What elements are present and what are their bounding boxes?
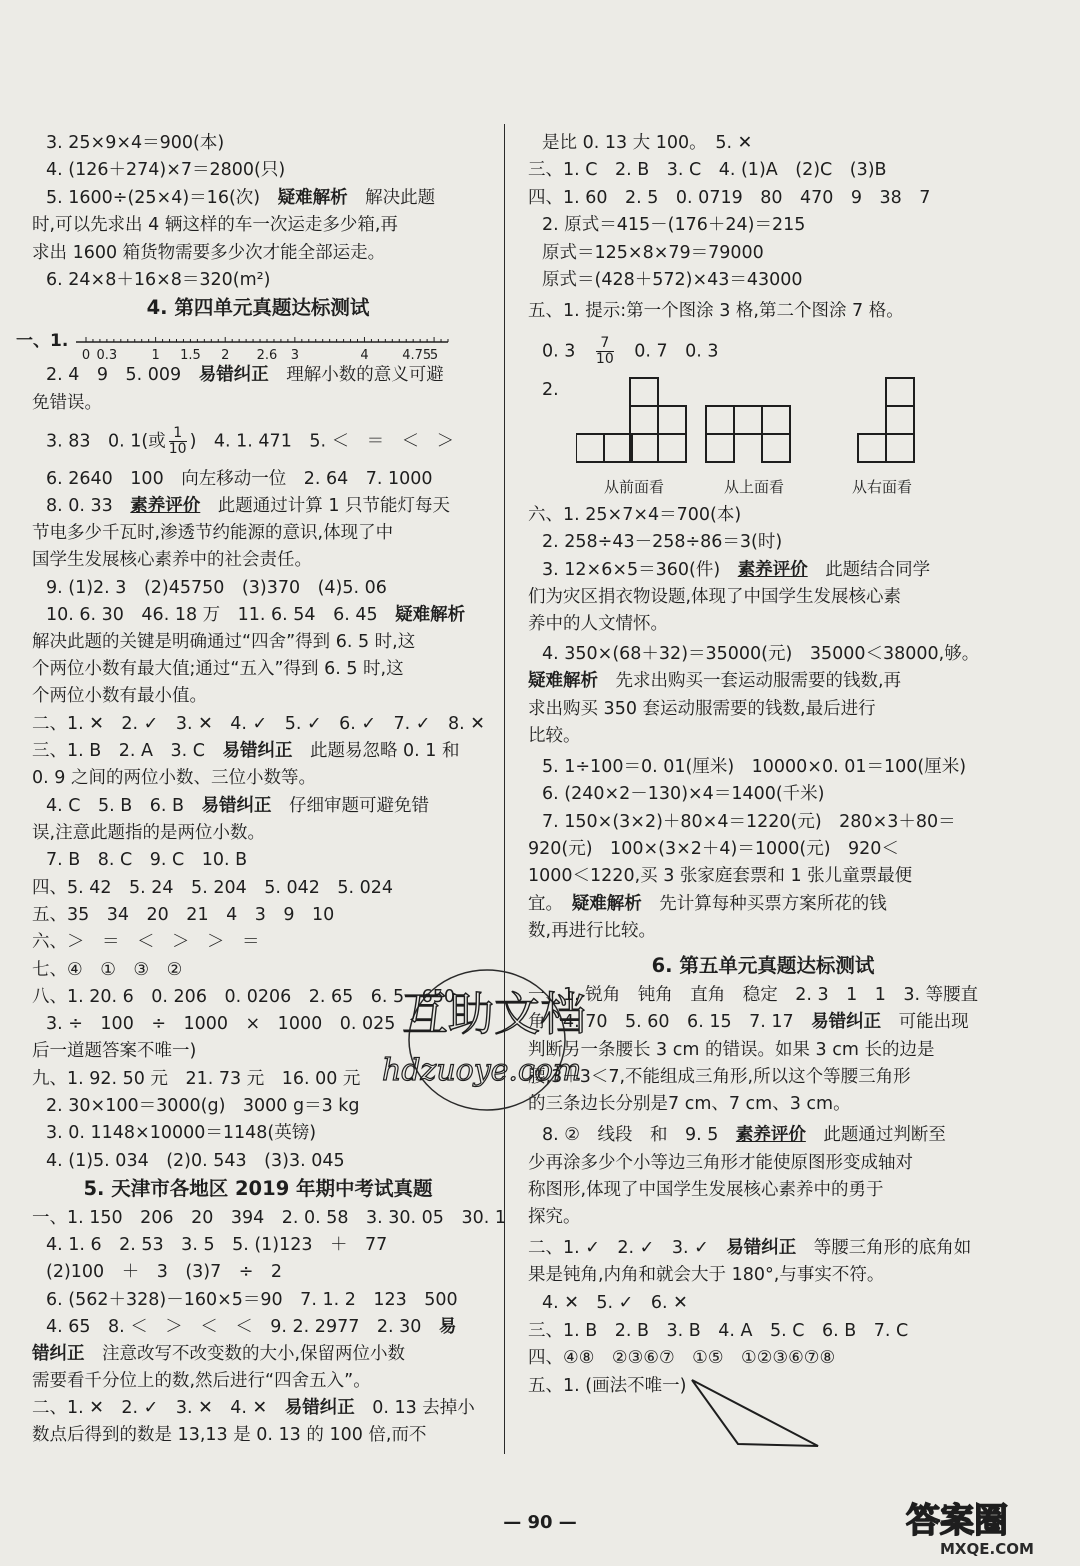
answer-line: 宜。 疑难解析 先计算每种买票方案所花的钱 [528, 894, 887, 914]
answer-line: 求出 1600 箱货物需要多少次才能全部运走。 [32, 243, 386, 263]
view-label: 从前面看 [604, 478, 665, 496]
number-line-label: 1.5 [180, 348, 201, 363]
answer-line: 的三条边长分别是7 cm、7 cm、3 cm。 [528, 1094, 851, 1114]
answer-line: 四、1. 60 2. 5 0. 0719 80 470 9 38 7 [528, 188, 931, 208]
corner-logo-text: 答案圈 [906, 1501, 1008, 1541]
answer-line: 称图形,体现了中国学生发展核心素养中的勇于 [528, 1180, 884, 1200]
difficult-tag: 疑难解析 [528, 671, 598, 691]
top-view-figure [706, 406, 790, 462]
error-tag: 易错纠正 [222, 741, 293, 761]
answer-line: 四、④⑧ ②③⑥⑦ ①⑤ ①②③⑥⑦⑧ [528, 1348, 836, 1368]
number-line-prefix: 一、1. [16, 331, 69, 351]
number-line [76, 337, 448, 363]
corner-logo-url: MXQE.COM [940, 1540, 1034, 1558]
answer-line: 求出购买 350 套运动服需要的钱数,最后进行 [528, 699, 876, 719]
answer-line: 4. ✕ 5. ✓ 6. ✕ [542, 1293, 688, 1313]
answer-line: 养中的人文情怀。 [528, 614, 668, 634]
answer-line: 二、1. ✕ 2. ✓ 3. ✕ 4. ✓ 5. ✓ 6. ✓ 7. ✓ 8. ✕ [32, 714, 485, 734]
fraction: $\frac{7}{10}$ [595, 335, 614, 367]
answer-line: 一、1. 锐角 钝角 直角 稳定 2. 3 1 1 3. 等腰直 [528, 985, 979, 1005]
fraction: $\frac{1}{10}$ [168, 425, 187, 457]
answer-line: 2. 258÷43－258÷86＝3(时) [542, 532, 783, 552]
answer-line: 6. (562＋328)－160×5＝90 7. 1. 2 123 500 [46, 1290, 458, 1310]
answer-line: 们为灾区捐衣物设题,体现了中国学生发展核心素 [528, 587, 902, 607]
watermark-url: hdzuoye.com [382, 1053, 582, 1088]
number-line-label: 5 [429, 348, 439, 363]
answer-line: 八、1. 20. 6 0. 206 0. 0206 2. 65 6. 5 650 [32, 987, 456, 1007]
answer-line: 五、1. (画法不唯一) [528, 1376, 687, 1396]
watermark-text: 互助文档 [402, 987, 586, 1041]
answer-line: 三、1. B 2. A 3. C 易错纠正 此题易忽略 0. 1 和 [32, 741, 460, 761]
answer-line: 6. (240×2－130)×4＝1400(千米) [542, 784, 825, 804]
number-line-label: 2 [221, 348, 230, 363]
number-line-label: 2.6 [256, 348, 278, 363]
literacy-tag: 素养评价 [130, 496, 201, 516]
column-divider [504, 124, 505, 1454]
answer-line: 数点后得到的数是 13,13 是 0. 13 的 100 倍,而不 [32, 1425, 427, 1445]
answer-line: 6. 2640 100 向左移动一位 2. 64 7. 1000 [46, 469, 433, 489]
right-view-figure [858, 378, 914, 462]
error-tag-start: 易 [438, 1317, 457, 1337]
section-title-tianjin: 5. 天津市各地区 2019 年期中考试真题 [83, 1177, 433, 1200]
answer-line: 原式＝125×8×79＝79000 [542, 243, 764, 263]
view-label: 从右面看 [852, 478, 913, 496]
answer-line: 二、1. ✓ 2. ✓ 3. ✓ 易错纠正 等腰三角形的底角如 [528, 1238, 972, 1258]
answer-line: 节电多少千瓦时,渗透节约能源的意识,体现了中 [32, 523, 394, 543]
answer-line: 需要看千分位上的数,然后进行“四舍五入”。 [32, 1371, 371, 1391]
error-tag: 易错纠正 [198, 365, 269, 385]
answer-line: 果是钝角,内角和就会大于 180°,与事实不符。 [528, 1265, 885, 1285]
answer-line: 是比 0. 13 大 100。 5. ✕ [542, 133, 753, 153]
answer-line: 四、5. 42 5. 24 5. 204 5. 042 5. 024 [32, 878, 394, 898]
page-number: — 90 — [503, 1512, 577, 1533]
difficult-tag: 疑难解析 [395, 605, 466, 625]
answer-line: 3. 83 0. 1(或 $\frac{1}{10}$ ) 4. 1. 471 5. ＜ ＝ ＜ ＞ [46, 425, 455, 457]
error-tag: 易错纠正 [284, 1398, 355, 1418]
answer-line: 4. (1)5. 034 (2)0. 543 (3)3. 045 [46, 1151, 345, 1171]
answer-line: 4. C 5. B 6. B 易错纠正 仔细审题可避免错 [46, 796, 430, 816]
answer-line: 比较。 [528, 726, 581, 746]
error-tag: 易错纠正 [811, 1012, 882, 1032]
answer-line: 错纠正 注意改写不改变数的大小,保留两位小数 [32, 1344, 406, 1364]
answer-line: 原式＝(428＋572)×43＝43000 [542, 270, 803, 290]
answer-line: 7. 150×(3×2)＋80×4＝1220(元) 280×3＋80＝ [542, 812, 956, 832]
answer-line: 4. 1. 6 2. 53 3. 5 5. (1)123 ＋ 77 [46, 1235, 388, 1255]
answer-line: 一、1. 150 206 20 394 2. 0. 58 3. 30. 05 30. 1 [32, 1208, 506, 1228]
answer-line: 3. 25×9×4＝900(本) [46, 133, 225, 153]
number-line-label: 3 [290, 348, 299, 363]
answer-line: 九、1. 92. 50 元 21. 73 元 16. 00 元 [32, 1069, 361, 1089]
answer-line: 国学生发展核心素养中的社会责任。 [32, 550, 312, 570]
answer-line: 时,可以先求出 4 辆这样的车一次运走多少箱,再 [32, 215, 398, 235]
answer-line: 三、1. C 2. B 3. C 4. (1)A (2)C (3)B [528, 160, 887, 180]
answer-line: 腰,3＋3＜7,不能组成三角形,所以这个等腰三角形 [528, 1067, 911, 1087]
answer-line: 10. 6. 30 46. 18 万 11. 6. 54 6. 45 疑难解析 [46, 605, 466, 625]
answer-line: 8. 0. 33 素养评价 此题通过计算 1 只节能灯每天 [46, 496, 451, 516]
answer-line: 2. 原式＝415－(176＋24)＝215 [542, 215, 806, 235]
answer-line: 六、＞ ＝ ＜ ＞ ＞ ＝ [32, 932, 260, 952]
answer-line: 2. [542, 380, 559, 400]
triangle-figure [690, 1372, 820, 1452]
answer-line: 4. (126＋274)×7＝2800(只) [46, 160, 286, 180]
answer-line: 误,注意此题指的是两位小数。 [32, 823, 266, 843]
front-view-figure [576, 378, 686, 462]
error-tag: 易错纠正 [726, 1238, 797, 1258]
view-label: 从上面看 [724, 478, 785, 496]
number-line-label: 0.3 [96, 348, 118, 363]
answer-line: 6. 24×8＋16×8＝320(m²) [46, 270, 271, 290]
error-tag-end: 错纠正 [32, 1344, 85, 1364]
answer-line: 二、1. ✕ 2. ✓ 3. ✕ 4. ✕ 易错纠正 0. 13 去掉小 [32, 1398, 475, 1418]
answer-line: 4. 350×(68＋32)＝35000(元) 35000＜38000,够。 [542, 644, 980, 664]
answer-line: 5. 1÷100＝0. 01(厘米) 10000×0. 01＝100(厘米) [542, 757, 967, 777]
answer-line: 后一道题答案不唯一) [32, 1041, 197, 1061]
answer-line: 三、1. B 2. B 3. B 4. A 5. C 6. B 7. C [528, 1321, 909, 1341]
literacy-tag: 素养评价 [735, 1125, 806, 1145]
answer-line: 判断另一条腰长 3 cm 的错误。如果 3 cm 长的边是 [528, 1040, 935, 1060]
answer-line: 3. ÷ 100 ÷ 1000 × 1000 0. 025 [46, 1014, 396, 1034]
number-line-label: 1 [151, 348, 160, 363]
number-line-label: 4.75 [402, 348, 432, 363]
answer-line: 1000＜1220,买 3 张家庭套票和 1 张儿童票最便 [528, 866, 913, 886]
answer-line: 七、④ ① ③ ② [32, 960, 183, 980]
difficult-tag: 疑难解析 [571, 894, 642, 914]
three-views-figure [576, 376, 976, 500]
answer-line: 4. 65 8. ＜ ＞ ＜ ＜ 9. 2. 2977 2. 30 易 [46, 1317, 457, 1337]
literacy-tag: 素养评价 [737, 560, 808, 580]
answer-line: 疑难解析 先求出购买一套运动服需要的钱数,再 [528, 671, 902, 691]
answer-line: 解决此题的关键是明确通过“四舍”得到 6. 5 时,这 [32, 632, 416, 652]
answer-line: 5. 1600÷(25×4)＝16(次) 疑难解析 解决此题 [46, 188, 436, 208]
answer-line: (2)100 ＋ 3 (3)7 ÷ 2 [46, 1262, 283, 1282]
error-tag: 易错纠正 [201, 796, 272, 816]
answer-line: 3. 0. 1148×10000＝1148(英镑) [46, 1123, 317, 1143]
answer-line: 角 4. 70 5. 60 6. 15 7. 17 易错纠正 可能出现 [528, 1012, 969, 1032]
answer-line: 个两位小数有最大值;通过“五入”得到 6. 5 时,这 [32, 659, 404, 679]
answer-line: 7. B 8. C 9. C 10. B [46, 850, 248, 870]
answer-line: 六、1. 25×7×4＝700(本) [528, 505, 742, 525]
answer-line: 五、1. 提示:第一个图涂 3 格,第二个图涂 7 格。 [528, 301, 904, 321]
answer-line: 个两位小数有最小值。 [32, 686, 207, 706]
answer-line: 五、35 34 20 21 4 3 9 10 [32, 905, 335, 925]
answer-line: 数,再进行比较。 [528, 921, 657, 941]
answer-line: 3. 12×6×5＝360(件) 素养评价 此题结合同学 [542, 560, 931, 580]
answer-line: 探究。 [528, 1207, 581, 1227]
answer-line: 0. 9 之间的两位小数、三位小数等。 [32, 768, 316, 788]
difficult-tag: 疑难解析 [277, 188, 348, 208]
section-title-unit4: 4. 第四单元真题达标测试 [146, 296, 370, 319]
answer-line: 免错误。 [32, 393, 102, 413]
corner-logo [900, 1494, 1070, 1558]
answer-line: 2. 30×100＝3000(g) 3000 g＝3 kg [46, 1096, 360, 1116]
answer-line: 920(元) 100×(3×2＋4)＝1000(元) 920＜ [528, 839, 899, 859]
number-line-label: 0 [81, 348, 91, 363]
section-title-unit5: 6. 第五单元真题达标测试 [651, 954, 875, 977]
answer-line: 0. 3 $\frac{7}{10}$ 0. 7 0. 3 [542, 335, 719, 367]
answer-line: 8. ② 线段 和 9. 5 素养评价 此题通过判断至 [542, 1125, 946, 1145]
watermark-logo [362, 950, 632, 1130]
answer-line: 少再涂多少个小等边三角形才能使原图形变成轴对 [528, 1153, 913, 1173]
answer-line: 9. (1)2. 3 (2)45750 (3)370 (4)5. 06 [46, 578, 387, 598]
number-line-figure [16, 330, 456, 364]
number-line-label: 4 [360, 348, 369, 363]
answer-line: 2. 4 9 5. 009 易错纠正 理解小数的意义可避 [46, 365, 444, 385]
